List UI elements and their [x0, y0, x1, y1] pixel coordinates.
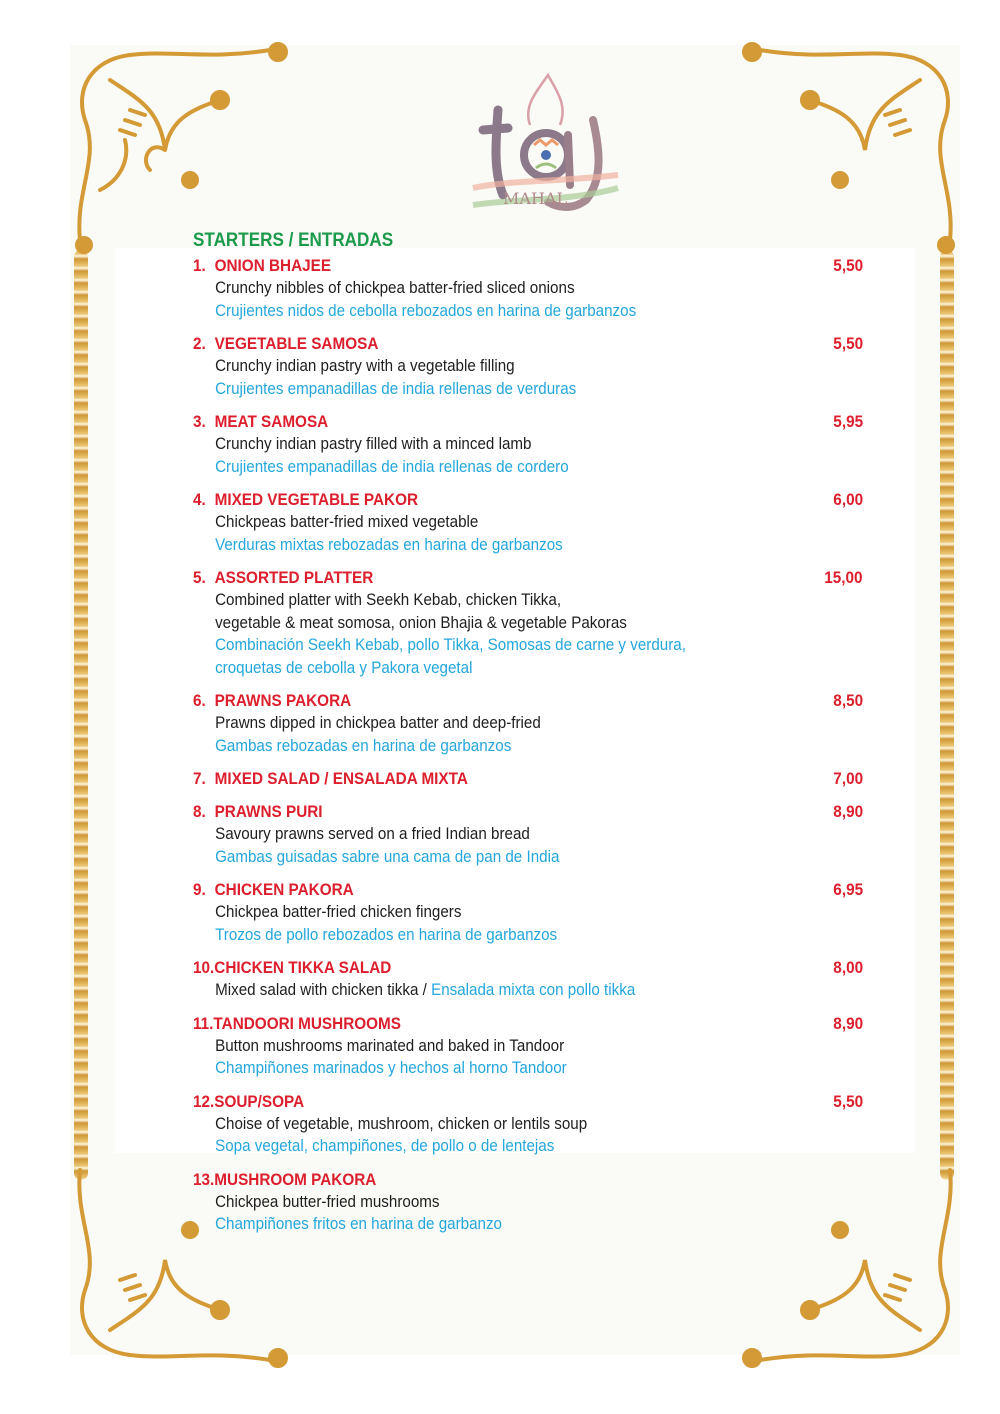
item-description-es: Crujientes empanadillas de india rellenas de cordero	[215, 457, 569, 476]
menu-item: 7. MIXED SALAD / ENSALADA MIXTA 7,00	[193, 769, 863, 788]
item-price: 5,50	[833, 256, 863, 275]
item-name: TANDOORI MUSHROOMS	[213, 1013, 401, 1033]
item-name: PRAWNS PAKORA	[214, 691, 352, 710]
item-description-en: Choise of vegetable, mushroom, chicken or lentils soup	[215, 1114, 588, 1133]
taj-mahal-logo	[468, 70, 623, 220]
item-name: MIXED SALAD / ENSALADA MIXTA	[214, 769, 468, 788]
item-price: 7,00	[833, 769, 863, 788]
item-description-en: Chickpeas batter-fried mixed vegetable	[215, 513, 479, 531]
item-price: 8,50	[833, 691, 863, 710]
item-name: ASSORTED PLATTER	[214, 568, 374, 587]
menu-content	[193, 230, 863, 1246]
item-description-es: Champiñones marinados y hechos al horno Tandoor	[215, 1059, 567, 1077]
item-description-es: Combinación Seekh Kebab, pollo Tikka, Somosas de carne y verdura,	[215, 636, 686, 654]
item-price: 5,50	[833, 334, 863, 353]
item-price: 8,90	[833, 802, 863, 821]
menu-item: 13.MUSHROOM PAKORA Chickpea butter-fried mushrooms Champiñones fritos en harina de garbanzo	[193, 1168, 863, 1236]
item-price: 6,00	[833, 490, 863, 509]
item-name: MEAT SAMOSA	[214, 412, 329, 431]
item-name: MIXED VEGETABLE PAKOR	[214, 490, 419, 509]
menu-item: 3. MEAT SAMOSA 5,95 Crunchy indian pastry filled with a minced lamb Crujientes empanadillas de india rellenas de cordero	[193, 410, 863, 478]
menu-item: 5. ASSORTED PLATTER 15,00 Combined platter with Seekh Kebab, chicken Tikka, vegetable & meat somosa, onion Bhajia & vegetable Pakoras Combinación Seekh Kebab, pollo Tikka, Somosas de carne y verdura, croquetas de cebolla y Pakora vegetal	[193, 566, 863, 679]
item-description-en: Chickpea batter-fried chicken fingers	[215, 903, 462, 921]
item-description-es: croquetas de cebolla y Pakora vegetal	[215, 658, 473, 677]
item-description-es: Crujientes empanadillas de india rellenas de verduras	[215, 379, 577, 398]
item-description-en: Savoury prawns served on a fried Indian bread	[215, 825, 530, 843]
ornamental-border-right	[940, 250, 954, 1180]
item-description-en: Chickpea butter-fried mushrooms	[215, 1192, 440, 1211]
item-description-es: Champiñones fritos en harina de garbanzo	[215, 1215, 503, 1233]
item-description-en: Button mushrooms marinated and baked in Tandoor	[215, 1036, 565, 1055]
item-name: ONION BHAJEE	[214, 256, 332, 275]
item-description-es: Gambas rebozadas en harina de garbanzos	[215, 736, 512, 755]
menu-item: 2. VEGETABLE SAMOSA 5,50 Crunchy indian pastry with a vegetable filling Crujientes empanadillas de india rellenas de verduras	[193, 332, 863, 400]
item-price: 6,95	[833, 880, 863, 899]
item-description-es: Ensalada mixta con pollo tikka	[431, 981, 636, 999]
svg-text:MAHAL: MAHAL	[503, 189, 568, 208]
item-description-es: Trozos de pollo rebozados en harina de garbanzos	[215, 925, 558, 944]
item-price: 15,00	[824, 568, 863, 587]
menu-item: 1. ONION BHAJEE 5,50 Crunchy nibbles of chickpea batter-fried sliced onions Crujientes nidos de cebolla rebozados en harina de garbanzos	[193, 254, 863, 322]
item-name: CHICKEN PAKORA	[214, 880, 354, 899]
section-title: STARTERS / ENTRADAS	[193, 230, 394, 251]
menu-item: 11.TANDOORI MUSHROOMS 8,90 Button mushrooms marinated and baked in Tandoor Champiñones marinados y hechos al horno Tandoor	[193, 1012, 863, 1080]
item-name: PRAWNS PURI	[214, 802, 323, 821]
item-description-en: Prawns dipped in chickpea batter and deep-fried	[215, 714, 541, 732]
item-description-en: vegetable & meat somosa, onion Bhajia & vegetable Pakoras	[215, 613, 627, 632]
menu-item: 6. PRAWNS PAKORA 8,50 Prawns dipped in chickpea batter and deep-fried Gambas rebozadas en harina de garbanzos	[193, 689, 863, 757]
item-description-en: Crunchy indian pastry with a vegetable filling	[215, 357, 515, 375]
menu-item: 12.SOUP/SOPA 5,50 Choise of vegetable, mushroom, chicken or lentils soup Sopa vegetal, champiñones, de pollo o de lentejas	[193, 1090, 863, 1158]
item-description-en: Crunchy nibbles of chickpea batter-fried sliced onions	[215, 279, 575, 297]
item-description-es: Sopa vegetal, champiñones, de pollo o de lentejas	[215, 1137, 555, 1155]
item-price: 8,00	[833, 958, 863, 977]
item-description-es: Crujientes nidos de cebolla rebozados en harina de garbanzos	[215, 301, 637, 320]
menu-item: 9. CHICKEN PAKORA 6,95 Chickpea batter-fried chicken fingers Trozos de pollo rebozados en harina de garbanzos	[193, 878, 863, 946]
item-price: 5,95	[833, 412, 863, 431]
item-description-en: Combined platter with Seekh Kebab, chicken Tikka,	[215, 591, 562, 609]
menu-item: 8. PRAWNS PURI 8,90 Savoury prawns served on a fried Indian bread Gambas guisadas sabre una cama de pan de India	[193, 800, 863, 868]
item-description-es: Gambas guisadas sabre una cama de pan de India	[215, 847, 560, 866]
menu-item: 4. MIXED VEGETABLE PAKOR 6,00 Chickpeas batter-fried mixed vegetable Verduras mixtas rebozadas en harina de garbanzos	[193, 488, 863, 556]
item-name: CHICKEN TIKKA SALAD	[214, 958, 392, 977]
menu-item: 10.CHICKEN TIKKA SALAD 8,00 Mixed salad with chicken tikka / Ensalada mixta con pollo tikka	[193, 956, 863, 1002]
item-description-es: Verduras mixtas rebozadas en harina de garbanzos	[215, 535, 563, 554]
item-name: MUSHROOM PAKORA	[214, 1169, 377, 1189]
item-name: SOUP/SOPA	[214, 1091, 305, 1111]
ornament-corner-icon	[70, 40, 300, 260]
item-price: 5,50	[833, 1091, 863, 1111]
item-description-en: Crunchy indian pastry filled with a minced lamb	[215, 435, 532, 453]
ornament-corner-icon	[730, 40, 960, 260]
item-description-en: Mixed salad with chicken tikka / Ensalada mixta con pollo tikka	[215, 981, 636, 999]
ornamental-border-left	[74, 250, 88, 1180]
item-name: VEGETABLE SAMOSA	[214, 334, 379, 353]
item-price: 8,90	[833, 1013, 863, 1033]
